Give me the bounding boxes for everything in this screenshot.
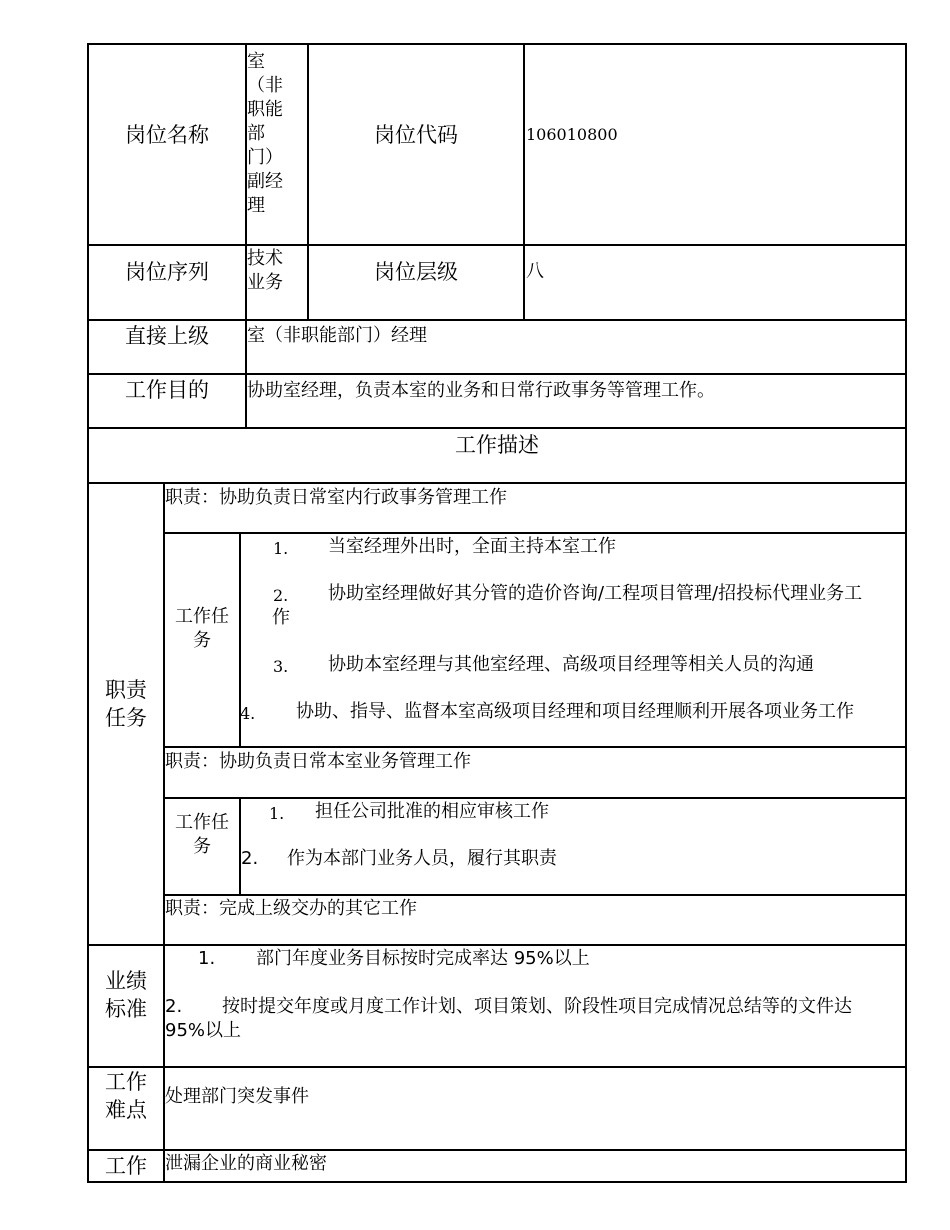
task-text: 协助室经理做好其分管的造价咨询/工程项目管理/招投标代理业务工 (328, 583, 863, 604)
post-series-line: 技术 (247, 248, 283, 269)
performance-text: 部门年度业务目标按时完成率达 95%以上 (256, 948, 590, 969)
post-name-label: 岗位名称 (125, 123, 209, 147)
row-divider (87, 482, 907, 484)
table-border-right (905, 43, 907, 1183)
superior-value: 室（非职能部门）经理 (247, 325, 427, 346)
difficulty-label-line: 工作 (105, 1070, 147, 1094)
row-divider (87, 373, 907, 375)
task-text-continued: 作 (272, 607, 290, 628)
row-divider (87, 319, 907, 321)
duty-title: 职责：完成上级交办的其它工作 (165, 898, 417, 919)
post-name-line: 门） (247, 147, 283, 168)
task-label-line: 务 (193, 836, 211, 857)
superior-label: 直接上级 (125, 324, 209, 348)
post-code-label: 岗位代码 (374, 123, 458, 147)
purpose-label: 工作目的 (125, 378, 209, 402)
duty-title: 职责：协助负责日常本室业务管理工作 (165, 751, 471, 772)
performance-number: 1. (198, 948, 216, 969)
post-name-line: （非 (247, 75, 283, 96)
task-text: 协助、指导、监督本室高级项目经理和项目经理顺利开展各项业务工作 (296, 701, 854, 722)
task-text: 当室经理外出时，全面主持本室工作 (328, 536, 616, 557)
duties-label (89, 676, 163, 732)
col-divider (523, 43, 525, 321)
post-name-line: 室 (247, 51, 265, 72)
task-number: 3. (273, 657, 289, 676)
post-name-line: 部 (247, 123, 265, 144)
post-code-value: 106010800 (526, 125, 618, 144)
post-name-line: 副经 (247, 171, 283, 192)
row-divider (163, 746, 907, 748)
task-number: 4. (240, 704, 256, 723)
task-label (165, 605, 239, 653)
performance-number: 2. (165, 996, 183, 1017)
post-level-value: 八 (526, 261, 544, 282)
duty-title: 职责：协助负责日常室内行政事务管理工作 (165, 487, 507, 508)
difficulty-value: 处理部门突发事件 (165, 1086, 309, 1107)
task-number: 2. (241, 848, 259, 869)
task-label-line: 务 (193, 630, 211, 651)
task-text: 作为本部门业务人员，履行其职责 (287, 848, 557, 869)
post-level-label: 岗位层级 (374, 260, 458, 284)
performance-text: 按时提交年度或月度工作计划、项目策划、阶段性项目完成情况总结等的文件达 (222, 996, 852, 1017)
task-text: 担任公司批准的相应审核工作 (315, 801, 549, 822)
duties-label-line: 任务 (105, 706, 147, 730)
row-divider (87, 1066, 907, 1068)
performance-label-line: 业绩 (105, 969, 147, 993)
row-divider (163, 532, 907, 534)
row-divider (87, 1149, 907, 1151)
task-label-line: 工作任 (175, 812, 229, 833)
post-name-line: 理 (247, 195, 265, 216)
row-divider (163, 797, 907, 799)
last-row-label: 工作 (105, 1154, 147, 1178)
task-label-line: 工作任 (175, 606, 229, 627)
task-label (165, 811, 239, 859)
last-row-value: 泄漏企业的商业秘密 (165, 1153, 327, 1174)
performance-label-line: 标准 (105, 997, 147, 1021)
row-divider (87, 944, 907, 946)
row-divider (87, 427, 907, 429)
row-divider (87, 244, 907, 246)
task-text: 协助本室经理与其他室经理、高级项目经理等相关人员的沟通 (328, 654, 814, 675)
post-series-label: 岗位序列 (125, 260, 209, 284)
task-number: 1. (273, 539, 289, 558)
post-series-line: 业务 (247, 272, 283, 293)
post-series-value (247, 247, 283, 295)
task-number: 1. (269, 804, 285, 823)
post-name-line: 职能 (247, 99, 283, 120)
table-border-bottom (87, 1181, 907, 1183)
difficulty-label (89, 1068, 163, 1124)
purpose-value: 协助室经理，负责本室的业务和日常行政事务等管理工作。 (247, 380, 715, 401)
performance-text-continued: 95%以上 (165, 1020, 242, 1041)
row-divider (163, 894, 907, 896)
difficulty-label-line: 难点 (105, 1098, 147, 1122)
post-name-value (247, 50, 283, 218)
performance-label (89, 967, 163, 1023)
duties-label-line: 职责 (105, 678, 147, 702)
work-description-title: 工作描述 (455, 433, 539, 457)
task-number: 2. (273, 586, 289, 605)
table-border-top (87, 43, 907, 45)
